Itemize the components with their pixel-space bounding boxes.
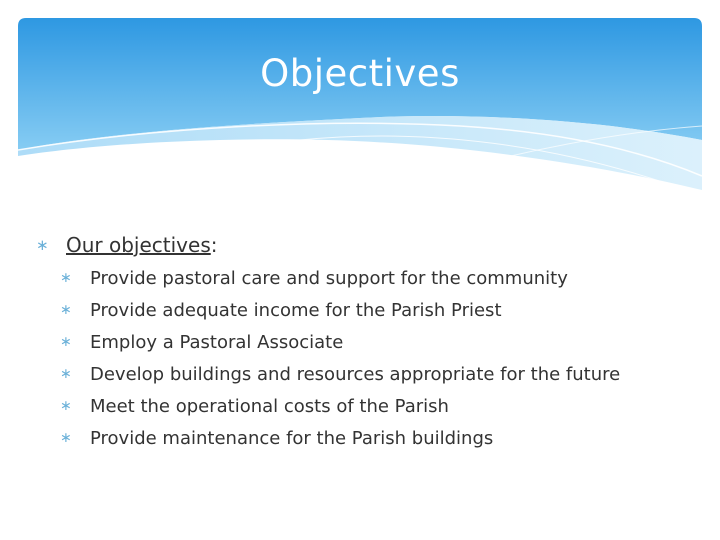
- list-item: [60, 422, 696, 454]
- list-item: [60, 262, 696, 294]
- asterisk-bullet-icon: ∗: [60, 366, 72, 382]
- asterisk-bullet-icon: ∗: [60, 398, 72, 414]
- list-item: [60, 390, 696, 422]
- list-item: [60, 294, 696, 326]
- objectives-heading-colon: :: [210, 233, 218, 257]
- list-item-text: Employ a Pastoral Associate: [90, 331, 344, 353]
- list-item-text: Meet the operational costs of the Parish: [90, 395, 449, 417]
- wave-banner-graphic: [0, 0, 720, 200]
- objectives-heading-text: Our objectives: [66, 233, 211, 257]
- asterisk-bullet-icon: ∗: [60, 302, 72, 318]
- title-banner: [0, 0, 720, 200]
- list-item: [60, 326, 696, 358]
- asterisk-bullet-icon: ∗: [60, 270, 72, 286]
- asterisk-bullet-icon: ∗: [60, 334, 72, 350]
- list-item-text: Develop buildings and resources appropriate for the future: [90, 363, 621, 385]
- list-item-text: Provide maintenance for the Parish buildings: [90, 427, 494, 449]
- list-item: [60, 358, 696, 390]
- slide-body: [36, 228, 696, 454]
- list-item-text: Provide pastoral care and support for the community: [90, 267, 568, 289]
- objectives-heading: [36, 228, 696, 262]
- asterisk-bullet-icon: ∗: [60, 430, 72, 446]
- slide-title: Objectives: [260, 52, 460, 95]
- objectives-list: [36, 262, 696, 454]
- asterisk-bullet-icon: ∗: [36, 236, 49, 254]
- list-item-text: Provide adequate income for the Parish Priest: [90, 299, 502, 321]
